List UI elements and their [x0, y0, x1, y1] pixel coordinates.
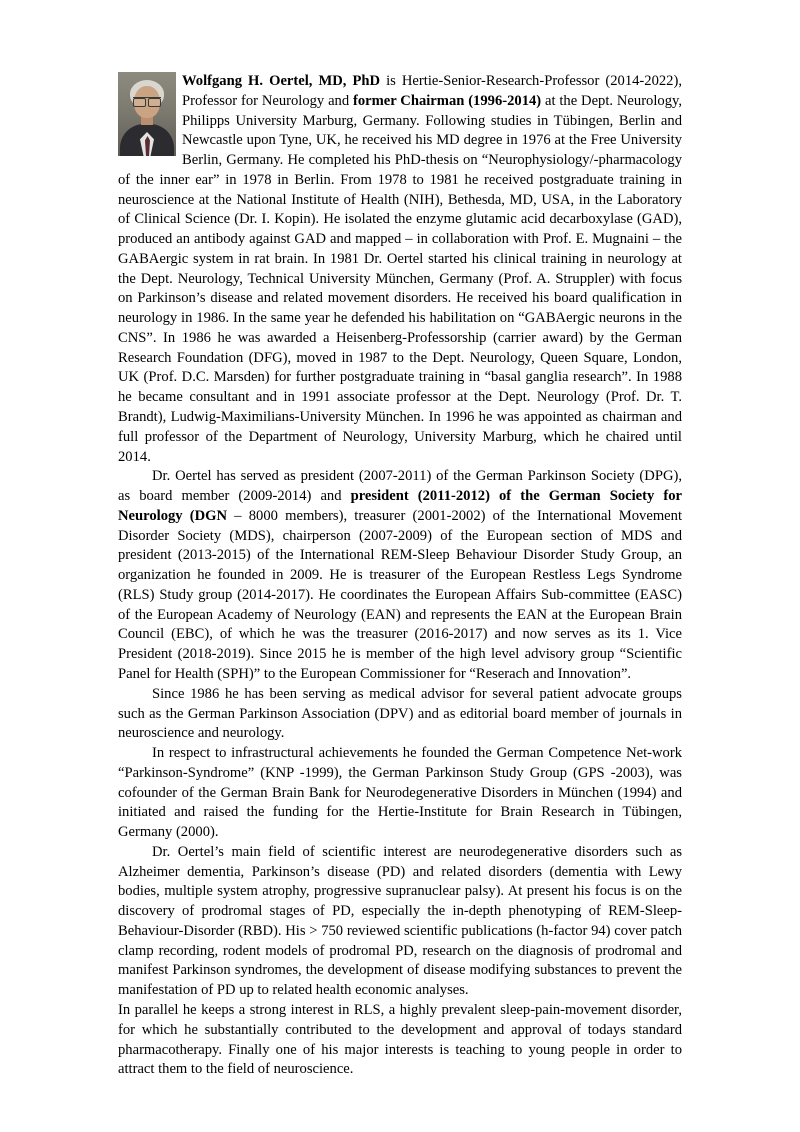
portrait-photo: [118, 72, 176, 156]
text-run: at the Dept. Neurology, Philipps University Marburg, Germany. Following studies in Tübingen, Berlin and Newcastle upon Tyne, UK, he received his MD degree in 1976 at the Free University Berlin, Germany. He completed his PhD-thesis on “Neurophysiology/-pharmacology of the inner ear” in 1978 in Berlin. From 1978 to 1981 he received postgraduate training in neuroscience at the National Institute of Health (NIH), Bethesda, MD, USA, in the Laboratory of Clinical Science (Dr. I. Kopin). He isolated the enzyme glutamic acid decarboxylase (GAD), produced an antibody against GAD and mapped – in collaboration with Prof. E. Mugnaini – the GABAergic system in rat brain. In 1981 Dr. Oertel started his clinical training in neurology at the Dept. Neurology, Technical University München, Germany (Prof. A. Struppler) with focus on Parkinson’s disease and related movement disorders. He received his board qualification in neurology in 1986. In the same year he defended his habilitation on “GABAergic neurons in the CNS”. In 1986 he was awarded a Heisenberg-Professorship (carrier award) by the German Research Foundation (DFG), moved in 1987 to the Dept. Neurology, Queen Square, London, UK (Prof. D.C. Marsden) for further postgraduate training in “basal ganglia research”. In 1988 he became consultant and in 1991 associate professor at the Dept. Neurology (Prof. Dr. T. Brandt), Ludwig-Maximilians-University München. In 1996 he was appointed as chairman and full professor of the Department of Neurology, University Marburg, which he chaired until 2014.: [118, 92, 682, 465]
paragraph-bio-advisor: [118, 685, 682, 744]
text-run: Dr. Oertel has served as president (2007-2011) of the German Parkinson Society (DPG), as board member (2009-2014) and: [118, 468, 682, 505]
emphasis-run: former Chairman (1996-2014): [352, 92, 542, 109]
paragraph-bio-research: [118, 843, 682, 1001]
glasses-icon: [133, 97, 161, 105]
paragraph-bio-rls-teaching: [118, 1001, 682, 1080]
paragraph-bio-intro: [118, 72, 682, 467]
text-run: Since 1986 he has been serving as medical advisor for several patient advocate groups such as the German Parkinson Association (DPV) and as editorial board member of journals in neuroscience and neurology.: [118, 685, 682, 742]
emphasis-run: president (2011-2012) of the German Society for Neurology (DGN: [118, 488, 682, 524]
biography-text: [118, 72, 682, 1080]
text-run: Dr. Oertel’s main field of scientific interest are neurodegenerative disorders such as Alzheimer dementia, Parkinson’s disease (PD) and related disorders (dementia with Lewy bodies, multiple system atrophy, progressive supranuclear palsy). At present his focus is on the discovery of prodromal stages of PD, especially the in-depth phenotyping of REM-Sleep-Behaviour-Disorder (RBD). His > 750 reviewed scientific publications (h-factor 94) cover patch clamp recording, rodent models of prodromal PD, research on the diagnosis of prodromal and manifest Parkinson syndromes, the development of disease modifying substances to prevent the manifestation of PD up to related health economic analyses.: [118, 843, 682, 999]
text-run: In respect to infrastructural achievements he founded the German Competence Net-work “Parkinson-Syndrome” (KNP -1999), the German Parkinson Study Group (GPS -2003), was cofounder of the German Brain Bank for Neurodegenerative Disorders in München (1994) and initiated and raised the funding for the Hertie-Institute for Brain Research in Tübingen, Germany (2000).: [118, 745, 682, 841]
text-run: is Hertie-Senior-Research-Professor (2014-2022), Professor for Neurology and: [182, 73, 682, 109]
paragraph-bio-infrastructure: [118, 744, 682, 843]
emphasis-run: Wolfgang H. Oertel, MD, PhD: [182, 73, 381, 89]
text-run: – 8000 members), treasurer (2001-2002) of the International Movement Disorder Society (MDS), chairperson (2007-2009) of the European section of MDS and president (2013-2015) of the International REM-Sleep Behaviour Disorder Study Group, an organization he founded in 2009. He is treasurer of the European Restless Legs Syndrome (RLS) Study group (2014-2017). He coordinates the European Affairs Sub-committee (EASC) of the European Academy of Neurology (EAN) and represents the EAN at the European Brain Council (EBC), of which he was the treasurer (2016-2017) and now serves as its 1. Vice President (2018-2019). Since 2015 he is member of the high level advisory group “Scientific Panel for Health (SPH)” to the European Commissioner for “Reserach and Innovation”.: [118, 507, 683, 682]
paragraph-bio-societies: [118, 467, 682, 684]
text-run: In parallel he keeps a strong interest in RLS, a highly prevalent sleep-pain-movement disorder, for which he substantially contributed to the development and approval of todays standard pharmacotherapy. Finally one of his major interests is teaching to young people in order to attract them to the field of neuroscience.: [118, 1001, 682, 1078]
